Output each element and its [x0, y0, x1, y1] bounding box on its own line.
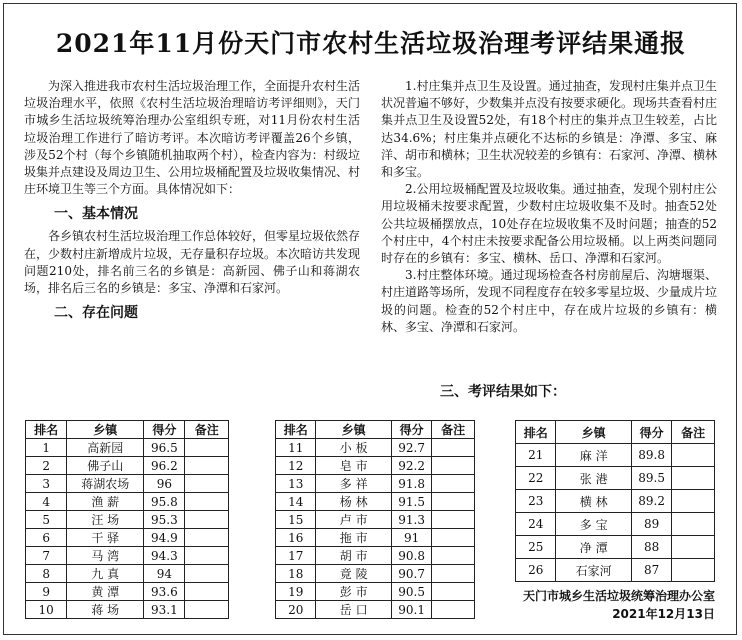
note-cell	[672, 536, 715, 559]
header-town: 乡镇	[316, 421, 391, 439]
rank-cell: 14	[276, 493, 316, 511]
rank-cell: 10	[26, 601, 67, 619]
note-cell	[672, 490, 715, 513]
table-row	[276, 439, 475, 457]
score-cell: 87	[631, 559, 671, 582]
score-cell: 96	[144, 475, 185, 493]
header-note: 备注	[672, 421, 715, 444]
town-cell: 净 潭	[556, 536, 631, 559]
rank-cell: 1	[26, 439, 67, 457]
rank-cell: 4	[26, 493, 67, 511]
rank-cell: 16	[276, 529, 316, 547]
note-cell	[185, 511, 229, 529]
note-cell	[185, 439, 229, 457]
town-cell: 渔 薪	[67, 493, 144, 511]
score-cell: 93.6	[144, 583, 185, 601]
town-cell: 佛子山	[67, 457, 144, 475]
table-row	[26, 601, 229, 619]
score-cell: 91.3	[391, 511, 431, 529]
table-row	[26, 439, 229, 457]
note-cell	[185, 493, 229, 511]
town-cell: 竟 陵	[316, 565, 391, 583]
town-cell: 马 湾	[67, 547, 144, 565]
score-cell: 90.1	[391, 601, 431, 619]
section1-paragraph: 各乡镇农村生活垃圾治理工作总体较好，但零星垃圾依然存在，少数村庄新增成片垃圾，无存量积存垃圾。本次暗访共发现问题210处，排名前三名的乡镇是：高新园、佛子山和蒋湖农场，排名后三名的乡镇是：多宝、净潭和石家河。	[24, 229, 361, 296]
town-cell: 横 林	[556, 490, 631, 513]
rank-cell: 21	[516, 444, 556, 467]
header-score: 得分	[391, 421, 431, 439]
note-cell	[185, 601, 229, 619]
score-cell: 89	[631, 513, 671, 536]
rank-cell: 17	[276, 547, 316, 565]
rank-cell: 24	[516, 513, 556, 536]
header-town: 乡镇	[556, 421, 631, 444]
ranking-table-2	[275, 420, 475, 619]
table-row	[276, 583, 475, 601]
table-row	[26, 511, 229, 529]
note-cell	[672, 444, 715, 467]
rank-cell: 3	[26, 475, 67, 493]
header-score: 得分	[144, 421, 185, 439]
score-cell: 95.3	[144, 511, 185, 529]
table-row	[516, 559, 715, 582]
town-cell: 彭 市	[316, 583, 391, 601]
table-row	[26, 475, 229, 493]
town-cell: 岳 口	[316, 601, 391, 619]
score-cell: 89.2	[631, 490, 671, 513]
note-cell	[672, 467, 715, 490]
rank-cell: 6	[26, 529, 67, 547]
rank-cell: 20	[276, 601, 316, 619]
note-cell	[185, 529, 229, 547]
table-row	[26, 529, 229, 547]
town-cell: 蒋 场	[67, 601, 144, 619]
table-row	[276, 457, 475, 475]
town-cell: 多 宝	[556, 513, 631, 536]
score-cell: 91.5	[391, 493, 431, 511]
table-row	[26, 457, 229, 475]
intro-paragraph: 为深入推进我市农村生活垃圾治理工作，全面提升农村生活垃圾治理水平，依照《农村生活垃圾治理暗访考评细则》，天门市城乡生活垃圾统筹治理办公室组织专班，对11月份农村生活垃圾治理工作进行了暗访考评。本次暗访考评覆盖26个乡镇，涉及52个村（每个乡镇随机抽取两个村），检查内容为：村级垃圾集并点建设及周边卫生、公用垃圾桶配置及垃圾收集情况、村庄环境卫生等三个方面。具体情况如下：	[24, 79, 361, 197]
note-cell	[432, 583, 475, 601]
score-cell: 91	[391, 529, 431, 547]
rank-cell: 13	[276, 475, 316, 493]
town-cell: 杨 林	[316, 493, 391, 511]
table-row	[276, 565, 475, 583]
note-cell	[185, 547, 229, 565]
note-cell	[672, 513, 715, 536]
left-column	[24, 78, 360, 327]
table-row	[516, 536, 715, 559]
score-cell: 90.5	[391, 583, 431, 601]
section2-heading: 二、存在问题	[54, 305, 138, 322]
note-cell	[432, 601, 475, 619]
note-cell	[432, 457, 475, 475]
table-row	[276, 511, 475, 529]
score-cell: 92.7	[391, 439, 431, 457]
table-row	[276, 529, 475, 547]
header-score: 得分	[631, 421, 671, 444]
town-cell: 麻 洋	[556, 444, 631, 467]
right-column	[381, 78, 717, 336]
note-cell	[432, 493, 475, 511]
problem3-paragraph: 3.村庄整体环境。通过现场检查各村房前屋后、沟塘堰渠、村庄道路等场所，发现不同程度存在较多零星垃圾、少量成片垃圾的问题。检查的52个村庄中，存在成片垃圾的乡镇有：横林、多宝、净潭和石家河。	[381, 268, 718, 334]
town-cell: 高新园	[67, 439, 144, 457]
rank-cell: 8	[26, 565, 67, 583]
rank-cell: 25	[516, 536, 556, 559]
rank-cell: 19	[276, 583, 316, 601]
score-cell: 89.8	[631, 444, 671, 467]
ranking-body-1	[26, 439, 229, 619]
table-row	[26, 565, 229, 583]
rank-cell: 18	[276, 565, 316, 583]
score-cell: 92.2	[391, 457, 431, 475]
rank-cell: 26	[516, 559, 556, 582]
town-cell: 九 真	[67, 565, 144, 583]
note-cell	[432, 565, 475, 583]
header-note: 备注	[185, 421, 229, 439]
note-cell	[185, 583, 229, 601]
signature-organization: 天门市城乡生活垃圾统筹治理办公室	[522, 589, 715, 603]
rank-cell: 2	[26, 457, 67, 475]
town-cell: 汪 场	[67, 511, 144, 529]
table-row	[276, 493, 475, 511]
header-rank: 排名	[516, 421, 556, 444]
section1-heading: 一、基本情况	[54, 206, 138, 223]
score-cell: 94	[144, 565, 185, 583]
note-cell	[185, 565, 229, 583]
table-row	[516, 444, 715, 467]
town-cell: 皂 市	[316, 457, 391, 475]
table-row	[26, 547, 229, 565]
town-cell: 石家河	[556, 559, 631, 582]
rank-cell: 9	[26, 583, 67, 601]
note-cell	[672, 559, 715, 582]
town-cell: 张 港	[556, 467, 631, 490]
table-row	[276, 601, 475, 619]
town-cell: 胡 市	[316, 547, 391, 565]
rank-cell: 23	[516, 490, 556, 513]
town-cell: 卢 市	[316, 511, 391, 529]
ranking-table-3	[515, 420, 715, 582]
table-row	[516, 490, 715, 513]
town-cell: 蒋湖农场	[67, 475, 144, 493]
problem2-paragraph: 2.公用垃圾桶配置及垃圾收集。通过抽查，发现个别村庄公用垃圾桶未按要求配置，少数村庄垃圾收集不及时。抽查52处公共垃圾桶摆放点，10处存在垃圾收集不及时问题；抽查的52个村庄中，4个村庄未按要求配备公用垃圾桶。以上两类问题同时存在的乡镇有：多宝、横林、岳口、净潭和石家河。	[381, 182, 717, 266]
score-cell: 89.5	[631, 467, 671, 490]
note-cell	[185, 475, 229, 493]
ranking-body-3	[516, 444, 715, 582]
score-cell: 96.5	[144, 439, 185, 457]
page-title: 2021年11月份天门市农村生活垃圾治理考评结果通报	[55, 29, 687, 58]
note-cell	[432, 547, 475, 565]
header-rank: 排名	[26, 421, 67, 439]
table-row	[276, 475, 475, 493]
ranking-table-1	[25, 420, 229, 619]
score-cell: 93.1	[144, 601, 185, 619]
rank-cell: 7	[26, 547, 67, 565]
table-row	[26, 493, 229, 511]
header-rank: 排名	[276, 421, 316, 439]
note-cell	[432, 439, 475, 457]
score-cell: 96.2	[144, 457, 185, 475]
table-row	[26, 583, 229, 601]
rank-cell: 15	[276, 511, 316, 529]
rank-cell: 12	[276, 457, 316, 475]
table-row	[276, 547, 475, 565]
signature-date: 2021年12月13日	[612, 607, 715, 621]
town-cell: 多 祥	[316, 475, 391, 493]
note-cell	[432, 475, 475, 493]
score-cell: 88	[631, 536, 671, 559]
rank-cell: 22	[516, 467, 556, 490]
rank-cell: 11	[276, 439, 316, 457]
score-cell: 90.7	[391, 565, 431, 583]
note-cell	[432, 529, 475, 547]
header-town: 乡镇	[67, 421, 144, 439]
problem1-paragraph: 1.村庄集并点卫生及设置。通过抽查，发现村庄集并点卫生状况普遍不够好，少数集并点没有按要求硬化。现场共查看村庄集并点卫生及设置52处，有18个村庄的集并点卫生较差，占比达34.6%；村庄集并点硬化不达标的乡镇是：净潭、多宝、麻洋、胡市和横林；卫生状况较差的乡镇有：石家河、净潭、横林和多宝。	[381, 79, 718, 180]
table-row	[516, 467, 715, 490]
table-row	[516, 513, 715, 536]
score-cell: 94.9	[144, 529, 185, 547]
town-cell: 干 驿	[67, 529, 144, 547]
score-cell: 90.8	[391, 547, 431, 565]
town-cell: 黄 潭	[67, 583, 144, 601]
ranking-body-2	[276, 439, 475, 619]
score-cell: 94.3	[144, 547, 185, 565]
note-cell	[185, 457, 229, 475]
town-cell: 拖 市	[316, 529, 391, 547]
rank-cell: 5	[26, 511, 67, 529]
section3-heading: 三、考评结果如下：	[440, 384, 566, 400]
score-cell: 95.8	[144, 493, 185, 511]
header-note: 备注	[432, 421, 475, 439]
town-cell: 小 板	[316, 439, 391, 457]
note-cell	[432, 511, 475, 529]
score-cell: 91.8	[391, 475, 431, 493]
